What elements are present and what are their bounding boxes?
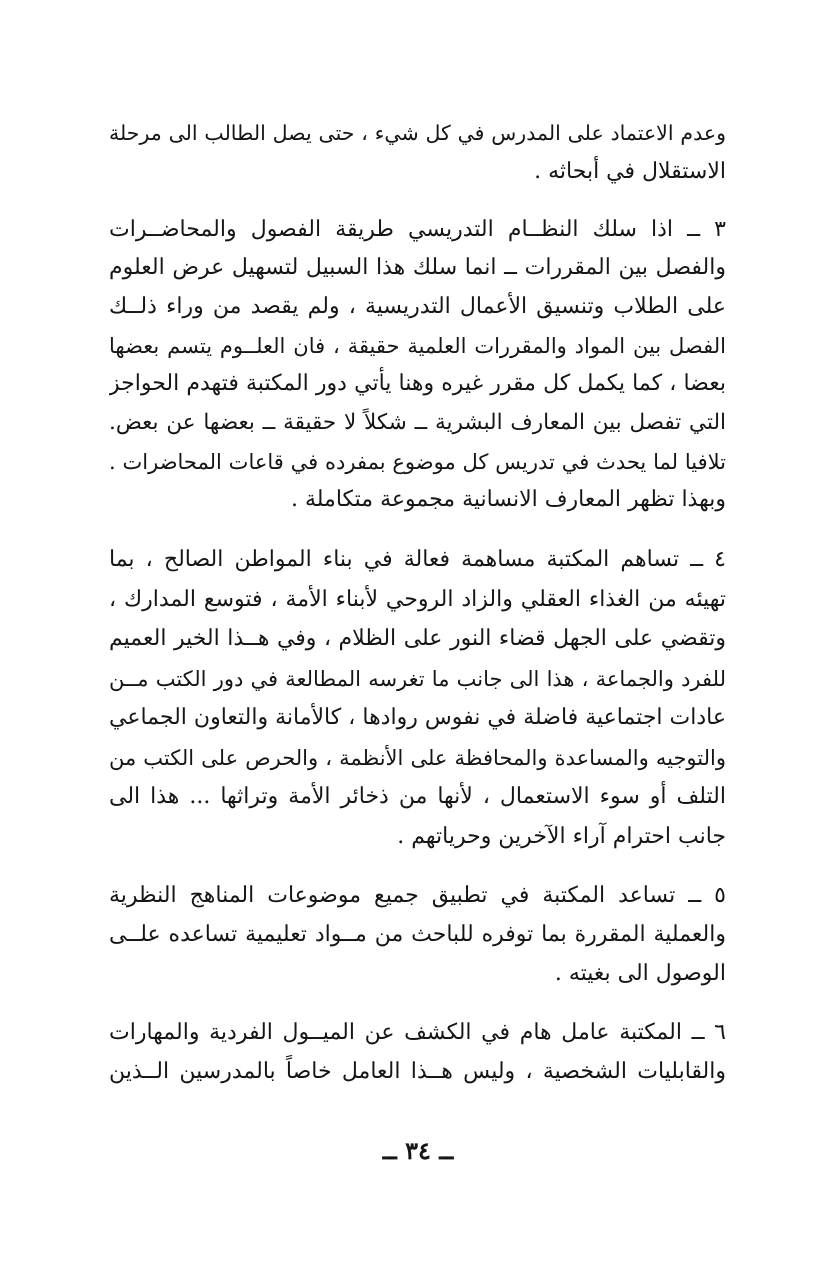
point-3-line-6: التي تفصل بين المعارف البشرية ــ شكلاً لا حقيقة ــ بعضها عن بعض. [109, 410, 726, 435]
point-4-line-7: التلف أو سوء الاستعمال ، لأنها من ذخائر الأمة وتراثها ... هذا الى [109, 784, 726, 809]
point-5-line-1: ٥ ــ تساعد المكتبة في تطبيق جميع موضوعات المناهج النظرية [109, 883, 726, 908]
point-6-line-1: ٦ ــ المكتبة عامل هام في الكشف عن الميــول الفردية والمهارات [109, 1020, 726, 1045]
point-3-line-1: ٣ ــ اذا سلك النظــام التدريسي طريقة الفصول والمحاضــرات [109, 217, 726, 242]
point-4-line-3: وتقضي على الجهل قضاء النور على الظلام ، وفي هــذا الخير العميم [109, 626, 726, 651]
point-3-line-3: على الطلاب وتنسيق الأعمال التدريسية ، ولم يقصد من وراء ذلــك [109, 294, 726, 319]
point-4-line-8: جانب احترام آراء الآخرين وحرياتهم . [397, 824, 726, 849]
point-4-line-2: تهيئه من الغذاء العقلي والزاد الروحي لأبناء الأمة ، فتوسع المدارك ، [109, 587, 726, 612]
point-3-line-7: تلافيا لما يحدث في تدريس كل موضوع بمفرده في قاعات المحاضرات . [109, 450, 726, 474]
point-4-line-5: عادات اجتماعية فاضلة في نفوس روادها ، كالأمانة والتعاون الجماعي [109, 705, 726, 730]
intro-line-1: وعدم الاعتماد على المدرس في كل شيء ، حتى يصل الطالب الى مرحلة [109, 121, 726, 145]
point-3-line-8: وبهذا تظهر المعارف الانسانية مجموعة متكاملة . [290, 487, 726, 512]
point-5-line-2: والعملية المقررة بما توفره للباحث من مــواد تعليمية تساعده علــى [109, 922, 726, 947]
page-number: ــ ٣٤ ــ [382, 1136, 454, 1165]
point-3-line-5: بعضا ، كما يكمل كل مقرر غيره وهنا يأتي دور المكتبة فتهدم الحواجز [109, 371, 726, 396]
point-5-line-3: الوصول الى بغيته . [554, 961, 726, 986]
point-6-line-2: والقابليات الشخصية ، وليس هــذا العامل خاصاً بالمدرسين الــذين [109, 1059, 726, 1084]
point-4-line-4: للفرد والجماعة ، هذا الى جانب ما تغرسه المطالعة في دور الكتب مــن [109, 667, 726, 691]
point-3-line-2: والفصل بين المقررات ــ انما سلك هذا السبيل لتسهيل عرض العلوم [109, 255, 726, 280]
point-3-line-4: الفصل بين المواد والمقررات العلمية حقيقة ، فان العلــوم يتسم بعضها [109, 334, 726, 358]
point-4-line-1: ٤ ــ تساهم المكتبة مساهمة فعالة في بناء المواطن الصالح ، بما [109, 547, 726, 572]
point-4-line-6: والتوجيه والمساعدة والمحافظة على الأنظمة ، والحرص على الكتب من [109, 746, 726, 770]
intro-line-2: الاستقلال في أبحاثه . [534, 159, 726, 184]
